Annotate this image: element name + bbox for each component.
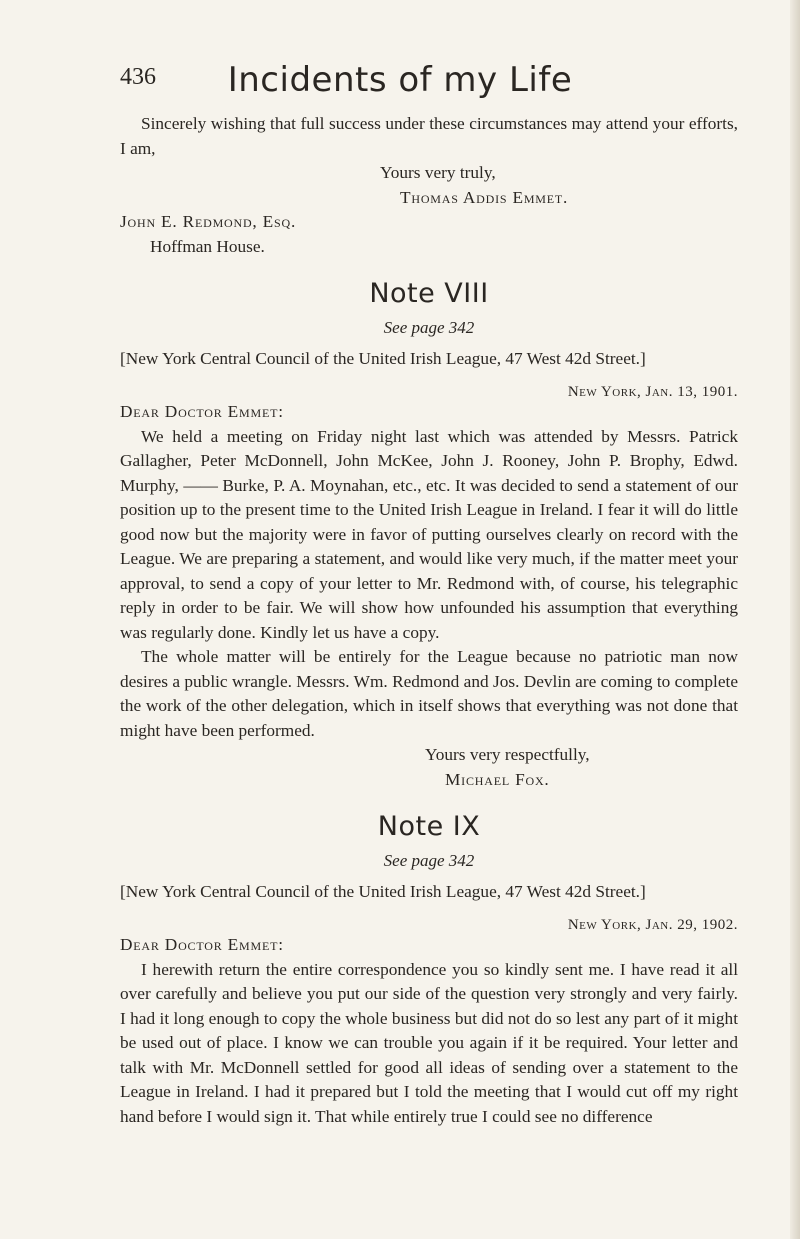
page-number: 436 xyxy=(120,64,156,90)
letter-address: Hoffman House. xyxy=(150,236,265,256)
note-ix-paragraph-1: I herewith return the entire correspondence you so kindly sent me. I have read it all over carefully and believe you put our side of the question very strongly and very fairly. I had it long enough to copy the whole business but did not do so lest any part of it might be used out of place. I know we can trouble you again if it be required. Your letter and talk with Mr. McDonnell settled for good all ideas of sending over a statement to the League in Ireland. I had it prepared but I told the meeting that I would cut off my right hand before I would sign it. That while entirely true I could see no difference xyxy=(120,959,738,1126)
letter-addressee: John E. Redmond, Esq. xyxy=(120,212,297,231)
note-viii-signature: Michael Fox. xyxy=(445,769,550,789)
note-ix-heading: [New York Central Council of the United Irish League, 47 West 42d Street.] xyxy=(120,882,646,901)
note-ix-dateline: New York, Jan. 29, 1902. xyxy=(567,916,738,933)
running-title: Incidents of my Life xyxy=(227,60,573,100)
note-ix-see-page: See page 342 xyxy=(383,851,475,870)
note-viii-dateline: New York, Jan. 13, 1901. xyxy=(567,383,738,400)
letter-closing-paragraph: Sincerely wishing that full success under these circumstances may attend your efforts, I am, xyxy=(120,114,738,158)
letter-closing-phrase: Yours very truly, xyxy=(380,163,496,182)
running-header xyxy=(120,60,680,110)
note-viii-salutation: Dear Doctor Emmet: xyxy=(120,402,284,421)
note-viii-closing: Yours very respectfully, xyxy=(425,745,590,764)
letter-signature: Thomas Addis Emmet. xyxy=(400,187,569,207)
note-viii-paragraph-2: The whole matter will be entirely for the League because no patriotic man now desires a public wrangle. Messrs. Wm. Redmond and Jos. Devlin are coming to complete the work of the other delegation, which in itself shows that everything was not done that might have been performed. xyxy=(120,647,738,740)
note-viii-paragraph-1: We held a meeting on Friday night last which was attended by Messrs. Patrick Gallagher, Peter McDonnell, John McKee, John J. Rooney, John P. Brophy, Edwd. Murphy, —— Burke, P. A. Moynahan, etc., etc. It was decided to send a statement of our position up to the present time to the United Irish League in Ireland. I fear it will do little good now but the majority were in favor of putting ourselves clearly on record with the League. We are preparing a statement, and would like very much, if the matter meet your approval, to send a copy of your letter to Mr. Redmond with, of course, his telegraphic reply in order to be fair. We will show how unfounded his assumption that everything was regularly done. Kindly let us have a copy. xyxy=(120,426,738,642)
note-viii-see-page: See page 342 xyxy=(383,318,475,337)
note-viii-heading: [New York Central Council of the United Irish League, 47 West 42d Street.] xyxy=(120,349,646,368)
note-ix-title: Note IX xyxy=(377,811,481,842)
page-body xyxy=(120,112,738,1129)
note-ix-salutation: Dear Doctor Emmet: xyxy=(120,935,284,954)
note-viii-title: Note VIII xyxy=(369,278,489,309)
